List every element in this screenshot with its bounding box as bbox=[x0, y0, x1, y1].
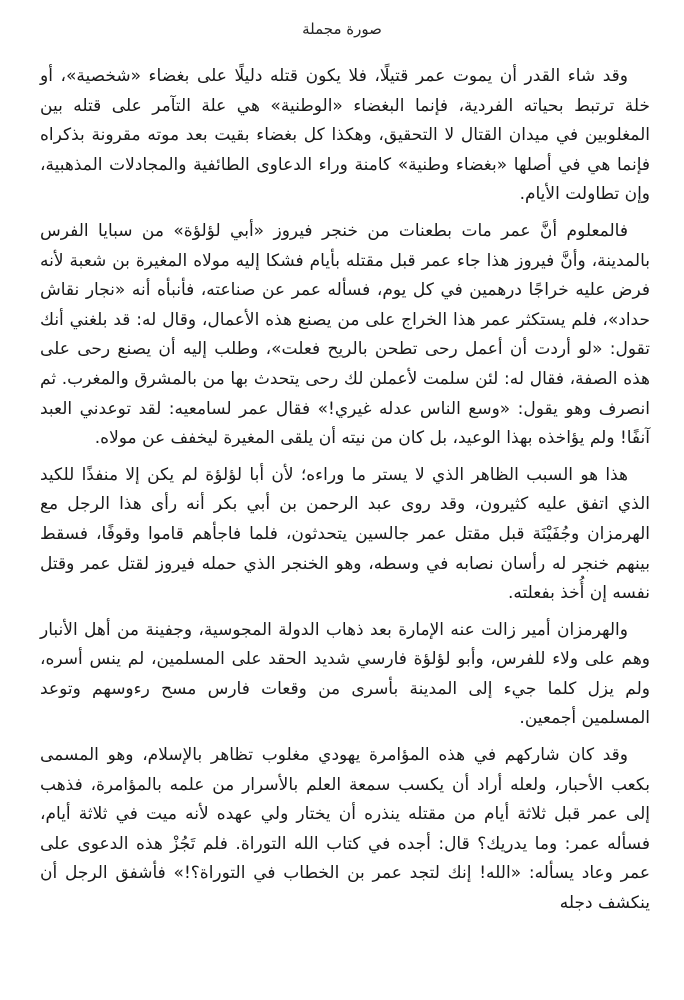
paragraph: وقد شاء القدر أن يموت عمر قتيلًا، فلا يكون قتله دليلًا على بغضاء «شخصية»، أو خلة ترتبط بحياته الفردية، فإنما البغضاء «الوطنية» هي علة التآمر على قتله بين المغلوبين في ميدان القتال لا التحقيق، وهكذا كل بغضاء بقيت بعد موته مقرونة بذكراه فإنما هي في أصلها «بغضاء وطنية» كامنة وراء الدعاوى الطائفية والمجادلات المذهبية، وإن تطاولت الأيام. bbox=[40, 66, 650, 205]
paragraph: وقد كان شاركهم في هذه المؤامرة يهودي مغلوب تظاهر بالإسلام، وهو المسمى بكعب الأحبار، ولعله أراد أن يكسب سمعة العلم بالأسرار من علمه بالمؤامرة، فذهب إلى عمر قبل ثلاثة أيام من مقتله ينذره أن يختار ولي عهده لأنه ميت في ثلاثة أيام، فسأله عمر: وما يدريك؟ قال: أجده في كتاب الله التوراة. فلم تَجُزْ هذه الدعوى على عمر وعاد يسأله: «الله! إنك لتجد عمر بن الخطاب في التوراة؟!» فأشفق الرجل أن ينكشف دجله bbox=[40, 745, 650, 914]
paragraph: هذا هو السبب الظاهر الذي لا يستر ما وراءه؛ لأن أبا لؤلؤة لم يكن إلا منفذًا للكيد الذي اتفق عليه كثيرون، وقد روى عبد الرحمن بن أبي بكر أنه رأى هذا الرجل مع الهرمزان وجُفَيْنَة قبل مقتل عمر جالسين يتحدثون، فلما فاجأهم قاموا وقوفًا، فسقط بينهم خنجر له رأسان نصابه في وسطه، وهو الخنجر الذي حمله فيروز لقتل عمر وقتل نفسه إن أُخذ بفعلته. bbox=[40, 464, 650, 604]
paragraph: فالمعلوم أنَّ عمر مات بطعنات من خنجر فيروز «أبي لؤلؤة» من سبايا الفرس بالمدينة، وأنَّ فيروز هذا جاء عمر قبل مقتله بأيام فشكا إليه مولاه المغيرة بن شعبة لأنه فرض عليه خراجًا درهمين في كل يوم، فسأله عمر عن صناعته، فأنبأه أنه «نجار نقاش حداد»، فلم يستكثر عمر هذا الخراج على من يصنع هذه الأعمال، وقال له: قد بلغني أنك تقول: «لو أردت أن أعمل رحى تطحن بالريح فعلت»، وطلب إليه أن يصنع رحى على هذه الصفة، فقال له: لئن سلمت لأعملن لك رحى يتحدث بها من بالمشرق والمغرب. ثم انصرف وهو يقول: «وسع الناس عدله غيري!» فقال عمر لسامعيه: لقد توعدني العبد آنفًا! ولم يؤاخذه بهذا الوعيد، بل كان من نيته أن يلقى المغيرة ليخفف عن مولاه. bbox=[40, 220, 650, 449]
paragraph: والهرمزان أمير زالت عنه الإمارة بعد ذهاب الدولة المجوسية، وجفينة من أهل الأنبار وهم على ولاء للفرس، وأبو لؤلؤة فارسي شديد الحقد على المسلمين، لم ينس أسره، ولم يزل كلما جيء إلى المدينة بأسرى من وقعات فارس مسح رءوسهم وتوعد المسلمين أجمعين. bbox=[40, 619, 650, 729]
body-text bbox=[40, 62, 650, 919]
running-title: صورة مجملة bbox=[302, 20, 382, 38]
